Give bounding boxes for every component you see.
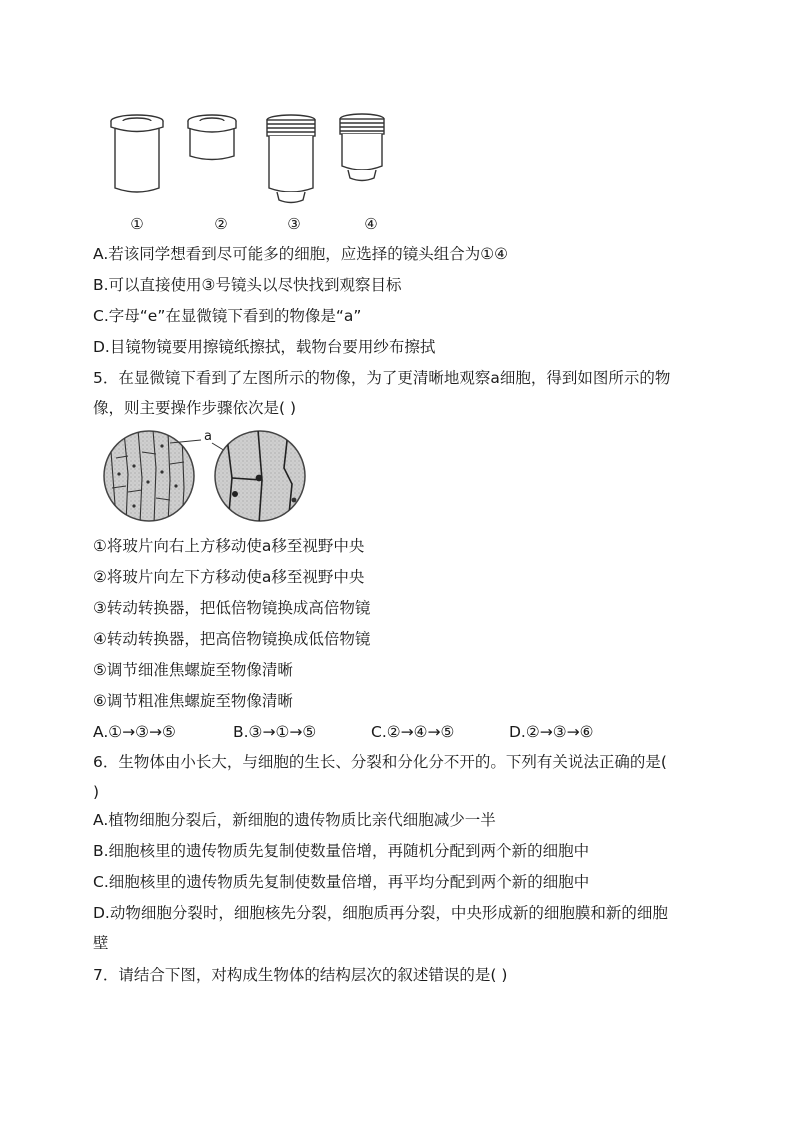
q5-option-c: C.②→④→⑤: [371, 723, 455, 741]
lens-label-4: ④: [364, 215, 378, 233]
lens-label-1: ①: [130, 215, 144, 233]
lens-label-2: ②: [214, 215, 228, 233]
microscope-view-figure: [98, 428, 338, 528]
q6-option-b: B.细胞核里的遗传物质先复制使数量倍增，再随机分配到两个新的细胞中: [93, 842, 590, 860]
q5-step-3: ③转动转换器，把低倍物镜换成高倍物镜: [93, 599, 371, 617]
q6-option-c: C.细胞核里的遗传物质先复制使数量倍增，再平均分配到两个新的细胞中: [93, 873, 590, 891]
q4-option-c: C.字母“e”在显微镜下看到的物像是“a”: [93, 307, 362, 325]
q6-option-d: D.动物细胞分裂时，细胞核先分裂，细胞质再分裂，中央形成新的细胞膜和新的细胞: [93, 904, 668, 922]
eyepiece-short-icon: [188, 115, 236, 160]
objective-long-icon: [267, 115, 315, 203]
q5-option-b: B.③→①→⑤: [233, 723, 317, 741]
q6-option-a: A.植物细胞分裂后，新细胞的遗传物质比亲代细胞减少一半: [93, 811, 496, 829]
q5-option-a: A.①→③→⑤: [93, 723, 176, 741]
q5-stem-line1: 5．在显微镜下看到了左图所示的物像，为了更清晰地观察a细胞，得到如图所示的物: [93, 369, 671, 387]
lens-label-3: ③: [287, 215, 301, 233]
high-power-view-icon: [215, 430, 305, 524]
q6-stem-line1: 6．生物体由小长大，与细胞的生长、分裂和分化分不开的。下列有关说法正确的是(: [93, 753, 667, 771]
q4-option-d: D.目镜物镜要用擦镜纸擦拭，载物台要用纱布擦拭: [93, 338, 436, 356]
q5-step-6: ⑥调节粗准焦螺旋至物像清晰: [93, 692, 293, 710]
low-power-view-icon: [104, 430, 194, 524]
q5-step-5: ⑤调节细准焦螺旋至物像清晰: [93, 661, 293, 679]
q5-option-d: D.②→③→⑥: [509, 723, 594, 741]
q5-step-2: ②将玻片向左下方移动使a移至视野中央: [93, 568, 365, 586]
q6-option-d-cont: 壁: [93, 934, 109, 952]
q5-step-1: ①将玻片向右上方移动使a移至视野中央: [93, 537, 365, 555]
q4-option-b: B.可以直接使用③号镜头以尽快找到观察目标: [93, 276, 402, 294]
q5-stem-line2: 像，则主要操作步骤依次是( ): [93, 399, 297, 417]
objective-short-icon: [340, 114, 384, 181]
lens-figure: [0, 0, 794, 240]
q7-stem: 7．请结合下图，对构成生物体的结构层次的叙述错误的是( ): [93, 966, 508, 984]
cell-a-label: a: [204, 429, 212, 444]
eyepiece-long-icon: [111, 115, 163, 192]
q6-stem-line2: ): [93, 783, 100, 801]
q5-step-4: ④转动转换器，把高倍物镜换成低倍物镜: [93, 630, 371, 648]
q4-option-a: A.若该同学想看到尽可能多的细胞，应选择的镜头组合为①④: [93, 245, 509, 263]
